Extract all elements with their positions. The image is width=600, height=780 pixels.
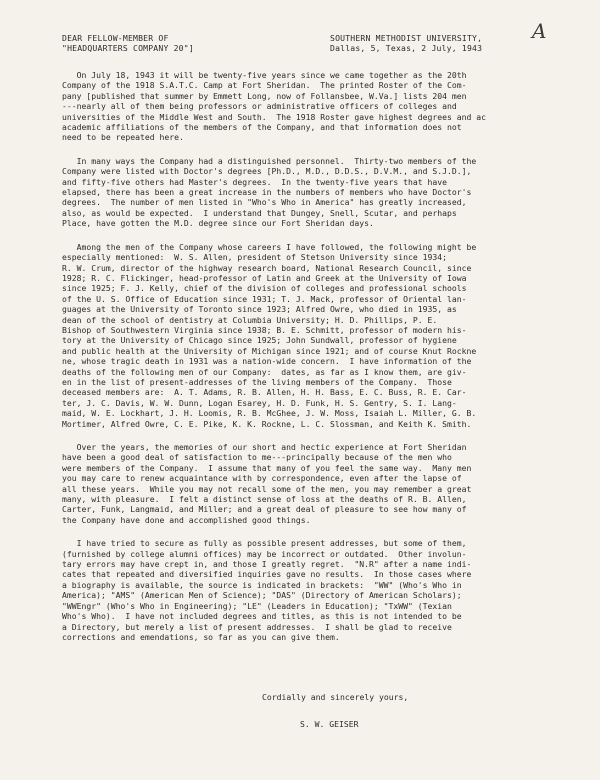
text-line: Who's Who). I have not included degrees and titles, as this is not intended to be: [62, 611, 462, 622]
text-line: 1928; R. C. Flickinger, head-professor of Latin and Greek at the University of Iowa: [62, 272, 467, 283]
text-line: tary errors may have crept in, and those I greatly regret. "N.R" after a name indi-: [62, 559, 472, 570]
text-line: tory at the University of Chicago since 1925; John Sundwall, professor of hygiene: [62, 335, 457, 346]
text-line: On July 18, 1943 it will be twenty-five years since we came together as the 20th: [62, 70, 467, 80]
text-line: Bishop of Southwestern Virginia since 1938; B. E. Schmitt, professor of modern his-: [62, 324, 467, 335]
institution-line: SOUTHERN METHODIST UNIVERSITY,: [330, 33, 483, 43]
text-line: America); "AMS" (American Men of Science); "DAS" (Directory of American Scholars);: [62, 590, 462, 601]
text-line: have been a good deal of satisfaction to me---principally because of the men who: [62, 452, 452, 463]
text-line: I have tried to secure as fully as possible present addresses, but some of them,: [62, 538, 467, 549]
text-line: a Directory, but merely a list of present addresses. I shall be glad to receive: [62, 621, 452, 632]
text-line: ter, J. C. Davis, W. W. Dunn, Logan Esarey, H. D. Funk, H. S. Gentry, S. I. Lang-: [62, 397, 457, 408]
text-line: elapsed, there has been a great increase in the numbers of members who have Doctor's: [62, 187, 472, 198]
text-line: dean of the school of dentistry at Columbia University; H. D. Phillips, P. E.: [62, 314, 438, 325]
text-line: academic affiliations of the members of the Company, and that information does not: [62, 122, 462, 133]
date-line: Dallas, 5, Texas, 2 July, 1943: [330, 43, 483, 54]
text-line: degrees. The number of men listed in "Who's Who in America" has greatly increased,: [62, 197, 467, 208]
text-line: pany [published that summer by Emmett Long, now of Follansbee, W.Va.] lists 204 men: [62, 90, 467, 101]
paragraph: [62, 156, 542, 229]
letter-body: [62, 70, 542, 655]
text-line: need to be repeated here.: [62, 132, 184, 143]
text-line: ne, whose tragic death in 1931 was a nation-wide concern. I have information of the: [62, 356, 472, 367]
text-line: and public health at the University of Michigan since 1921; and of course Knut Rockne: [62, 345, 477, 356]
text-line: Over the years, the memories of our short and hectic experience at Fort Sheridan: [62, 442, 467, 452]
text-line: R. W. Crum, director of the highway research board, National Research Council, since: [62, 262, 472, 273]
text-line: many, with pleasure. I felt a distinct sense of loss at the deaths of R. B. Allen,: [62, 494, 467, 505]
closing: Cordially and sincerely yours,: [262, 692, 409, 702]
text-line: Company were listed with Doctor's degrees [Ph.D., M.D., D.D.S., D.V.M., and S.J.D.],: [62, 166, 472, 177]
text-line: of the U. S. Office of Education since 1931; T. J. Mack, professor of Oriental lan-: [62, 293, 467, 304]
text-line: en in the list of present-addresses of the living members of the Company. Those: [62, 376, 452, 387]
text-line: deceased members are: A. T. Adams, R. B. Allen, H. H. Bass, E. C. Buss, R. E. Car-: [62, 387, 467, 398]
text-line: cates that repeated and diversified inquiries gave no results. In those cases where: [62, 569, 472, 580]
text-line: since 1925; F. J. Kelly, chief of the division of colleges and professional schools: [62, 283, 467, 294]
text-line: Among the men of the Company whose careers I have followed, the following might be: [62, 241, 477, 252]
text-line: also, as would be expected. I understand that Dungey, Snell, Scutar, and perhaps: [62, 207, 457, 218]
paragraph: [62, 442, 542, 525]
text-line: Carter, Funk, Langmaid, and Miller; and a great deal of pleasure to see how many of: [62, 504, 467, 515]
salutation-line: "HEADQUARTERS COMPANY 20"]: [62, 43, 194, 54]
text-line: Mortimer, Alfred Owre, C. E. Pike, K. K. Rockne, L. C. Slossman, and Keith K. Smith.: [62, 418, 472, 429]
text-line: In many ways the Company had a distinguished personnel. Thirty-two members of the: [62, 155, 477, 166]
text-line: all these years. While you may not recall some of the men, you may remember a great: [62, 483, 472, 494]
paragraph: [62, 70, 542, 143]
text-line: maid, W. E. Lockhart, J. H. Loomis, R. B. McGhee, J. W. Moss, Isaiah L. Miller, G. B.: [62, 408, 477, 419]
text-line: "WWEngr" (Who's Who in Engineering); "LE" (Leaders in Education); "TxWW" (Texian: [62, 600, 452, 611]
text-line: were members of the Company. I assume that many of you feel the same way. Many men: [62, 462, 472, 473]
text-line: Place, have gotten the M.D. degree since our Fort Sheridan days.: [62, 218, 374, 229]
text-line: Company of the 1918 S.A.T.C. Camp at Fort Sheridan. The printed Roster of the Com-: [62, 80, 467, 91]
text-line: especially mentioned: W. S. Allen, president of Stetson University since 1934;: [62, 252, 447, 263]
text-line: and fifty-five others had Master's degrees. In the twenty-five years that have: [62, 176, 447, 187]
text-line: corrections and emendations, so far as you can give them.: [62, 631, 340, 642]
paragraph: [62, 242, 542, 429]
letterhead-address: [330, 33, 482, 54]
salutation-line: DEAR FELLOW-MEMBER OF: [62, 33, 169, 43]
text-line: the Company have done and accomplished good things.: [62, 514, 311, 525]
text-line: universities of the Middle West and South. The 1918 Roster gave highest degrees and ac: [62, 111, 486, 122]
signature: S. W. GEISER: [300, 719, 359, 729]
text-line: deaths of the following men of our Company: dates, as far as I know them, are giv-: [62, 366, 467, 377]
page-mark: A: [532, 19, 547, 43]
text-line: a biography is available, the source is indicated in brackets: "WW" (Who's Who in: [62, 579, 462, 590]
text-line: (furnished by college alumni offices) may be incorrect or outdated. Other involun-: [62, 548, 467, 559]
salutation-header: [62, 33, 194, 54]
text-line: you may care to renew acquaintance with by correspondence, even after the lapse of: [62, 473, 462, 484]
text-line: ---nearly all of them being professors or administrative officers of colleges and: [62, 101, 457, 112]
paragraph: [62, 538, 542, 642]
text-line: guages at the University of Toronto since 1923; Alfred Owre, who died in 1935, as: [62, 304, 457, 315]
